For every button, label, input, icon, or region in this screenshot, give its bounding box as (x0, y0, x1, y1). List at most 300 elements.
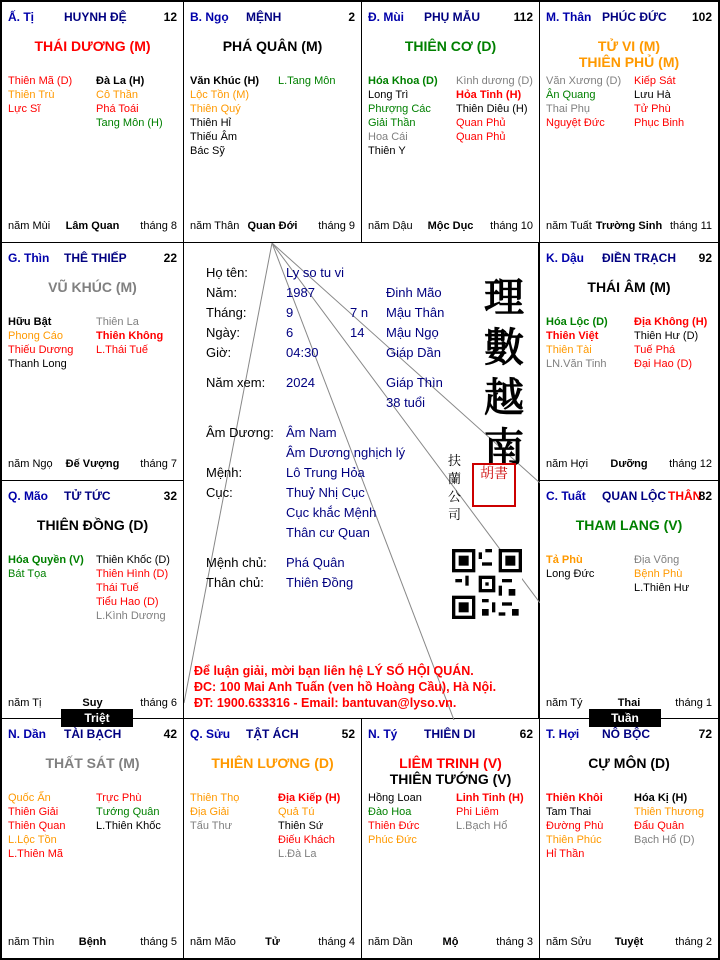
palace-footer (546, 220, 712, 234)
palace-the-thiep (1, 242, 184, 481)
palace-age: 92 (698, 251, 712, 265)
palace-footer (546, 458, 712, 472)
star: Lộc Tồn (M) (190, 89, 250, 101)
palace-month: tháng 11 (669, 220, 712, 232)
star: Ân Quang (546, 89, 596, 101)
star: Địa Giải (190, 806, 230, 818)
star: Điếu Khách (278, 834, 335, 846)
star: Bệnh Phù (634, 568, 683, 580)
palace-name: PHỤ MẪU (424, 10, 480, 24)
star-column (546, 74, 621, 130)
star: Thai Phụ (546, 103, 591, 115)
palace-position: Q. Sửu (190, 727, 231, 741)
main-star: PHÁ QUÂN (M) (222, 38, 323, 54)
palace-header (546, 10, 712, 26)
palace-month: tháng 8 (140, 220, 177, 232)
star: Hỏa Tinh (H) (456, 89, 522, 101)
main-stars (2, 517, 183, 533)
star: L.Kình Dương (96, 610, 166, 622)
palace-name: PHÚC ĐỨC (602, 10, 667, 24)
label-ngay: Ngày: (206, 325, 240, 340)
palace-age: 2 (348, 10, 355, 24)
palace-month: tháng 6 (140, 697, 177, 709)
star: Hóa Lộc (D) (546, 316, 608, 328)
palace-phu-mau (361, 1, 540, 243)
value-ngay-extra: 14 (350, 325, 365, 340)
main-stars (2, 755, 183, 771)
star: Thiên Khôi (546, 792, 603, 804)
star: Quan Phủ (456, 131, 506, 143)
palace-year: năm Sửu (546, 936, 592, 948)
palace-no-boc (539, 718, 719, 959)
palace-header (8, 727, 177, 743)
palace-stage: Mộc Dục (427, 220, 474, 232)
star: Thiên Mã (D) (8, 75, 73, 87)
main-stars (540, 279, 718, 295)
star-column (96, 791, 161, 833)
star: LN.Văn Tinh (546, 358, 607, 370)
main-stars (2, 279, 183, 295)
triet-tag: Triệt (61, 709, 133, 727)
side-char: 蘭 (448, 472, 462, 487)
star: Nguyệt Đức (546, 117, 605, 129)
palace-year: năm Mùi (8, 220, 51, 232)
star: Đà La (H) (96, 75, 145, 87)
star: L.Thiên Khốc (96, 820, 161, 832)
star: L.Tang Môn (278, 75, 336, 87)
value-am-duong: Âm Nam (286, 425, 337, 440)
star: Thiên Tài (546, 344, 592, 356)
main-star: VŨ KHÚC (M) (48, 279, 137, 295)
value-tuoi: 38 tuổi (386, 395, 426, 410)
main-stars (540, 38, 718, 70)
palace-phuc-duc (539, 1, 719, 243)
main-star: THIÊN ĐỒNG (D) (36, 517, 149, 533)
star-column (634, 74, 684, 130)
value-cuc-3: Thân cư Quan (286, 525, 370, 540)
palace-name: HUYNH ĐỆ (64, 10, 127, 24)
label-nam: Năm: (206, 285, 238, 300)
value-than-chu: Thiên Đồng (286, 575, 354, 590)
main-star: THIÊN CƠ (D) (404, 38, 497, 54)
star: Bác Sỹ (190, 145, 225, 157)
star: Phúc Đức (368, 834, 417, 846)
main-star: THÁI DƯƠNG (M) (34, 38, 151, 54)
star: Thiên Y (368, 145, 406, 157)
star: Tang Môn (H) (96, 117, 163, 129)
palace-name: TÀI BẠCH (64, 727, 122, 741)
main-star: THÁI ÂM (M) (587, 279, 671, 295)
qr-code-icon (452, 549, 522, 619)
palace-month: tháng 7 (140, 458, 177, 470)
star: Hỉ Thần (546, 848, 585, 860)
main-stars (362, 755, 539, 787)
palace-position: B. Ngọ (190, 10, 229, 24)
palace-name: ĐIỀN TRẠCH (602, 251, 676, 265)
star: Phong Cáo (8, 330, 64, 342)
star: Tả Phù (546, 554, 583, 566)
palace-year: năm Tị (8, 697, 42, 709)
value-nam-can: Đinh Mão (386, 285, 442, 300)
star: Hoa Cái (368, 131, 408, 143)
star: Thiên Hỉ (190, 117, 231, 129)
main-star: THẤT SÁT (M) (45, 755, 140, 771)
palace-dien-trach (539, 242, 719, 481)
value-menh-chu: Phá Quân (286, 555, 345, 570)
star: Thiên Việt (546, 330, 599, 342)
star-column (278, 791, 340, 861)
star: Kình dương (D) (456, 75, 533, 87)
star: Địa Kiếp (H) (278, 792, 341, 804)
palace-year: năm Thìn (8, 936, 55, 948)
value-am-duong-2: Âm Dương nghịch lý (286, 445, 406, 460)
star: Phá Toái (96, 103, 139, 115)
side-char: 扶 (448, 454, 462, 469)
star: Đẩu Quân (634, 820, 685, 832)
palace-position: N. Tý (368, 727, 398, 741)
main-star: TỬ VI (M) (597, 38, 661, 54)
star: Thiên Quý (190, 103, 241, 115)
star: Quốc Ấn (8, 792, 51, 804)
palace-footer (190, 220, 355, 234)
value-cuc-2: Cục khắc Mệnh (286, 505, 377, 520)
star-column (278, 74, 335, 88)
star-column (634, 553, 689, 595)
star-column (96, 74, 163, 130)
palace-position: G. Thìn (8, 251, 50, 265)
star: Hóa Quyền (V) (8, 554, 84, 566)
calligraphy-char: 越 (484, 374, 524, 421)
main-star: THIÊN TƯỚNG (V) (389, 771, 512, 787)
main-stars (540, 755, 718, 771)
star: Thiên Trù (8, 89, 55, 101)
star-column (368, 791, 422, 847)
palace-stage: Mộ (442, 936, 459, 948)
palace-position: K. Dậu (546, 251, 585, 265)
star: Cô Thần (96, 89, 138, 101)
label-menh: Mệnh: (206, 465, 243, 480)
star-column (546, 553, 594, 581)
palace-footer (546, 936, 712, 950)
star: Tuế Phá (634, 344, 676, 356)
star-column (190, 74, 259, 158)
main-stars (184, 38, 361, 54)
value-thang: 9 (286, 305, 294, 320)
palace-age: 72 (698, 727, 712, 741)
star: Địa Võng (634, 554, 680, 566)
star: Linh Tinh (H) (456, 792, 524, 804)
main-star: THAM LANG (V) (575, 517, 683, 533)
palace-month: tháng 12 (669, 458, 712, 470)
palace-header (546, 727, 712, 743)
star: Đường Phù (546, 820, 604, 832)
star: Quả Tú (278, 806, 315, 818)
star: Thanh Long (8, 358, 67, 370)
contact-block (194, 663, 496, 711)
palace-year: năm Hợi (546, 458, 589, 470)
palace-tat-ach (183, 718, 362, 959)
palace-menh (183, 1, 362, 243)
star: Văn Khúc (H) (190, 75, 260, 87)
palace-name: TỬ TỨC (64, 489, 111, 503)
label-ho-ten: Họ tên: (206, 265, 248, 280)
palace-age: 62 (519, 727, 533, 741)
palace-stage: Tuyệt (614, 936, 644, 948)
side-char: 司 (448, 508, 462, 523)
star-column (546, 315, 608, 371)
star-column (8, 74, 72, 116)
palace-month: tháng 5 (140, 936, 177, 948)
star: Long Trì (368, 89, 409, 101)
star: Quan Phủ (456, 117, 506, 129)
main-star: LIÊM TRINH (V) (399, 755, 502, 771)
palace-stage: Bệnh (78, 936, 107, 948)
contact-line-2: ĐC: 100 Mai Anh Tuấn (ven hồ Hoàng Cầu), Hà Nội. (194, 680, 497, 694)
star: L.Thái Tuế (96, 344, 148, 356)
palace-header (190, 10, 355, 26)
palace-age: 42 (163, 727, 177, 741)
star: Thái Tuế (96, 582, 139, 594)
palace-month: tháng 10 (490, 220, 533, 232)
calligraphy-char: 理 (484, 274, 524, 321)
star-column (368, 74, 438, 158)
main-stars (362, 38, 539, 54)
palace-huynh-de (1, 1, 184, 243)
calligraphy-logo (474, 273, 534, 473)
star: Hóa Khoa (D) (368, 75, 438, 87)
palace-year: năm Ngọ (8, 458, 53, 470)
side-char: 公 (448, 490, 462, 505)
palace-age: 102 (691, 10, 712, 24)
palace-position: Q. Mão (8, 489, 49, 503)
star: L.Lộc Tồn (8, 834, 57, 846)
palace-header (546, 251, 712, 267)
palace-header (546, 489, 712, 505)
star: Thiên La (96, 316, 139, 328)
star: Tấu Thư (190, 820, 233, 832)
star: Phượng Các (368, 103, 431, 115)
star-column (456, 791, 524, 833)
value-ngay-can: Mậu Ngọ (386, 325, 439, 340)
palace-age: 22 (163, 251, 177, 265)
palace-stage: Quan Đới (247, 220, 298, 232)
star: L.Thiên Hư (634, 582, 690, 594)
palace-position: C. Tuất (546, 489, 586, 503)
palace-tai-bach (1, 718, 184, 959)
contact-line-1: Để luận giải, mời bạn liên hệ LÝ SỐ HỘI QUÁN. (194, 664, 474, 678)
palace-name: QUAN LỘC (602, 489, 666, 503)
star: Thiên Đức (368, 820, 420, 832)
star: Thiên Giải (8, 806, 59, 818)
palace-position: N. Dần (8, 727, 47, 741)
than-marker: THÂN (668, 489, 702, 503)
star: Đào Hoa (368, 806, 412, 818)
palace-header (8, 489, 177, 505)
star: Thiên Diêu (H) (456, 103, 528, 115)
value-gio-can: Giáp Dần (386, 345, 441, 360)
calligraphy-char: 數 (484, 324, 524, 371)
palace-name: TẬT ÁCH (246, 727, 299, 741)
star: Tử Phù (634, 103, 671, 115)
palace-footer (8, 220, 177, 234)
star: Thiên Khốc (D) (96, 554, 170, 566)
label-cuc: Cục: (206, 485, 233, 500)
main-stars (184, 755, 361, 771)
star-column (8, 315, 73, 371)
value-nam-xem: 2024 (286, 375, 315, 390)
palace-stage: Thai (617, 697, 641, 709)
label-gio: Giờ: (206, 345, 232, 360)
star: Thiên Hư (D) (634, 330, 699, 342)
palace-year: năm Dậu (368, 220, 413, 232)
star: Thiên Sứ (278, 820, 324, 832)
center-info (183, 242, 539, 719)
star: Địa Không (H) (634, 316, 708, 328)
star: Phi Liêm (456, 806, 499, 818)
main-star: THIÊN LƯƠNG (D) (211, 755, 334, 771)
star-column (96, 553, 170, 623)
palace-stage: Lâm Quan (65, 220, 120, 232)
palace-name: MỆNH (246, 10, 282, 24)
value-thang-extra: 7 n (350, 305, 369, 320)
main-star: THIÊN PHỦ (M) (578, 54, 680, 70)
star: Kiếp Sát (634, 75, 676, 87)
star: Long Đức (546, 568, 595, 580)
palace-stage: Dưỡng (610, 458, 648, 470)
main-stars (2, 38, 183, 54)
tuan-tag: Tuần (589, 709, 661, 727)
value-nam-xem-can: Giáp Thìn (386, 375, 443, 390)
star-column (634, 791, 704, 847)
star: Bát Tọa (8, 568, 47, 580)
palace-footer (368, 220, 533, 234)
value-thang-can: Mậu Thân (386, 305, 445, 320)
contact-line-3: ĐT: 1900.633316 - Email: bantuvan@lyso.vn. (194, 696, 457, 710)
palace-header (8, 10, 177, 26)
label-thang: Tháng: (206, 305, 247, 320)
palace-stage: Trường Sinh (595, 220, 663, 232)
palace-month: tháng 4 (318, 936, 355, 948)
palace-position: Ấ. Tị (8, 10, 34, 24)
calligraphy-char: 南 (484, 424, 524, 471)
star: Giải Thần (368, 117, 416, 129)
star: Hồng Loan (368, 792, 422, 804)
palace-age: 52 (341, 727, 355, 741)
palace-name: THIÊN DI (424, 727, 476, 741)
star: Tam Thai (546, 806, 592, 818)
palace-header (368, 727, 533, 743)
star: Thiên Không (96, 330, 164, 342)
star: Lực Sĩ (8, 103, 41, 115)
star: Phục Binh (634, 117, 685, 129)
star: L.Bạch Hổ (456, 820, 508, 832)
palace-age: 82 (698, 489, 712, 503)
palace-month: tháng 3 (496, 936, 533, 948)
side-seal-text (448, 453, 466, 525)
palace-stage: Suy (82, 697, 103, 709)
star: Tiểu Hao (D) (96, 596, 159, 608)
palace-position: M. Thân (546, 10, 592, 24)
star: Thiếu Dương (8, 344, 74, 356)
palace-month: tháng 2 (675, 936, 712, 948)
star: L.Đà La (278, 848, 317, 860)
palace-year: năm Thân (190, 220, 240, 232)
main-star: CỰ MÔN (D) (588, 755, 670, 771)
label-am-duong: Âm Dương: (206, 425, 274, 440)
palace-header (8, 251, 177, 267)
value-nam: 1987 (286, 285, 315, 300)
palace-name: NÔ BỘC (602, 727, 650, 741)
palace-header (368, 10, 533, 26)
palace-year: năm Dần (368, 936, 413, 948)
palace-year: năm Tý (546, 697, 583, 709)
red-seal: 胡書 (472, 463, 516, 507)
palace-footer (190, 936, 355, 950)
palace-stage: Đế Vượng (65, 458, 120, 470)
palace-footer (8, 936, 177, 950)
star: Thiên Phúc (546, 834, 602, 846)
label-than-chu: Thân chủ: (206, 575, 264, 590)
palace-age: 32 (163, 489, 177, 503)
star: Đại Hao (D) (634, 358, 693, 370)
star: Thiên Quan (8, 820, 66, 832)
star-column (190, 791, 239, 833)
value-ho-ten: Ly so tu vi (286, 265, 345, 280)
palace-age: 112 (513, 10, 533, 24)
label-nam-xem: Năm xem: (206, 375, 266, 390)
star: Hữu Bật (8, 316, 52, 328)
palace-year: năm Mão (190, 936, 236, 948)
palace-age: 12 (163, 10, 177, 24)
palace-month: tháng 1 (675, 697, 712, 709)
palace-tu-tuc (1, 480, 184, 720)
star: Hóa Kị (H) (634, 792, 688, 804)
palace-footer (368, 936, 533, 950)
star-column (8, 791, 65, 861)
palace-thien-di (361, 718, 540, 959)
star: Thiên Thương (634, 806, 705, 818)
value-gio: 04:30 (286, 345, 319, 360)
palace-year: năm Tuất (546, 220, 592, 232)
star: Văn Xương (D) (546, 75, 622, 87)
palace-footer (8, 458, 177, 472)
palace-position: Đ. Mùi (368, 10, 404, 24)
star: Thiếu Âm (190, 131, 238, 143)
value-cuc: Thuỷ Nhị Cục (286, 485, 365, 500)
value-ngay: 6 (286, 325, 294, 340)
star: Thiên Hình (D) (96, 568, 169, 580)
palace-position: T. Hợi (546, 727, 580, 741)
label-menh-chu: Mệnh chủ: (206, 555, 267, 570)
star: Trực Phù (96, 792, 142, 804)
star: Tướng Quân (96, 806, 160, 818)
star: Bạch Hổ (D) (634, 834, 695, 846)
star-column (456, 74, 533, 144)
star-column (96, 315, 163, 357)
palace-header (190, 727, 355, 743)
star: L.Thiên Mã (8, 848, 64, 860)
star-column (8, 553, 84, 581)
star: Thiên Thọ (190, 792, 240, 804)
star: Lưu Hà (634, 89, 671, 101)
palace-name: THÊ THIẾP (64, 251, 127, 265)
palace-month: tháng 9 (318, 220, 355, 232)
star-column (634, 315, 707, 371)
value-menh: Lô Trung Hỏa (286, 465, 365, 480)
palace-quan-loc (539, 480, 719, 720)
main-stars (540, 517, 718, 533)
palace-stage: Tử (265, 936, 280, 948)
